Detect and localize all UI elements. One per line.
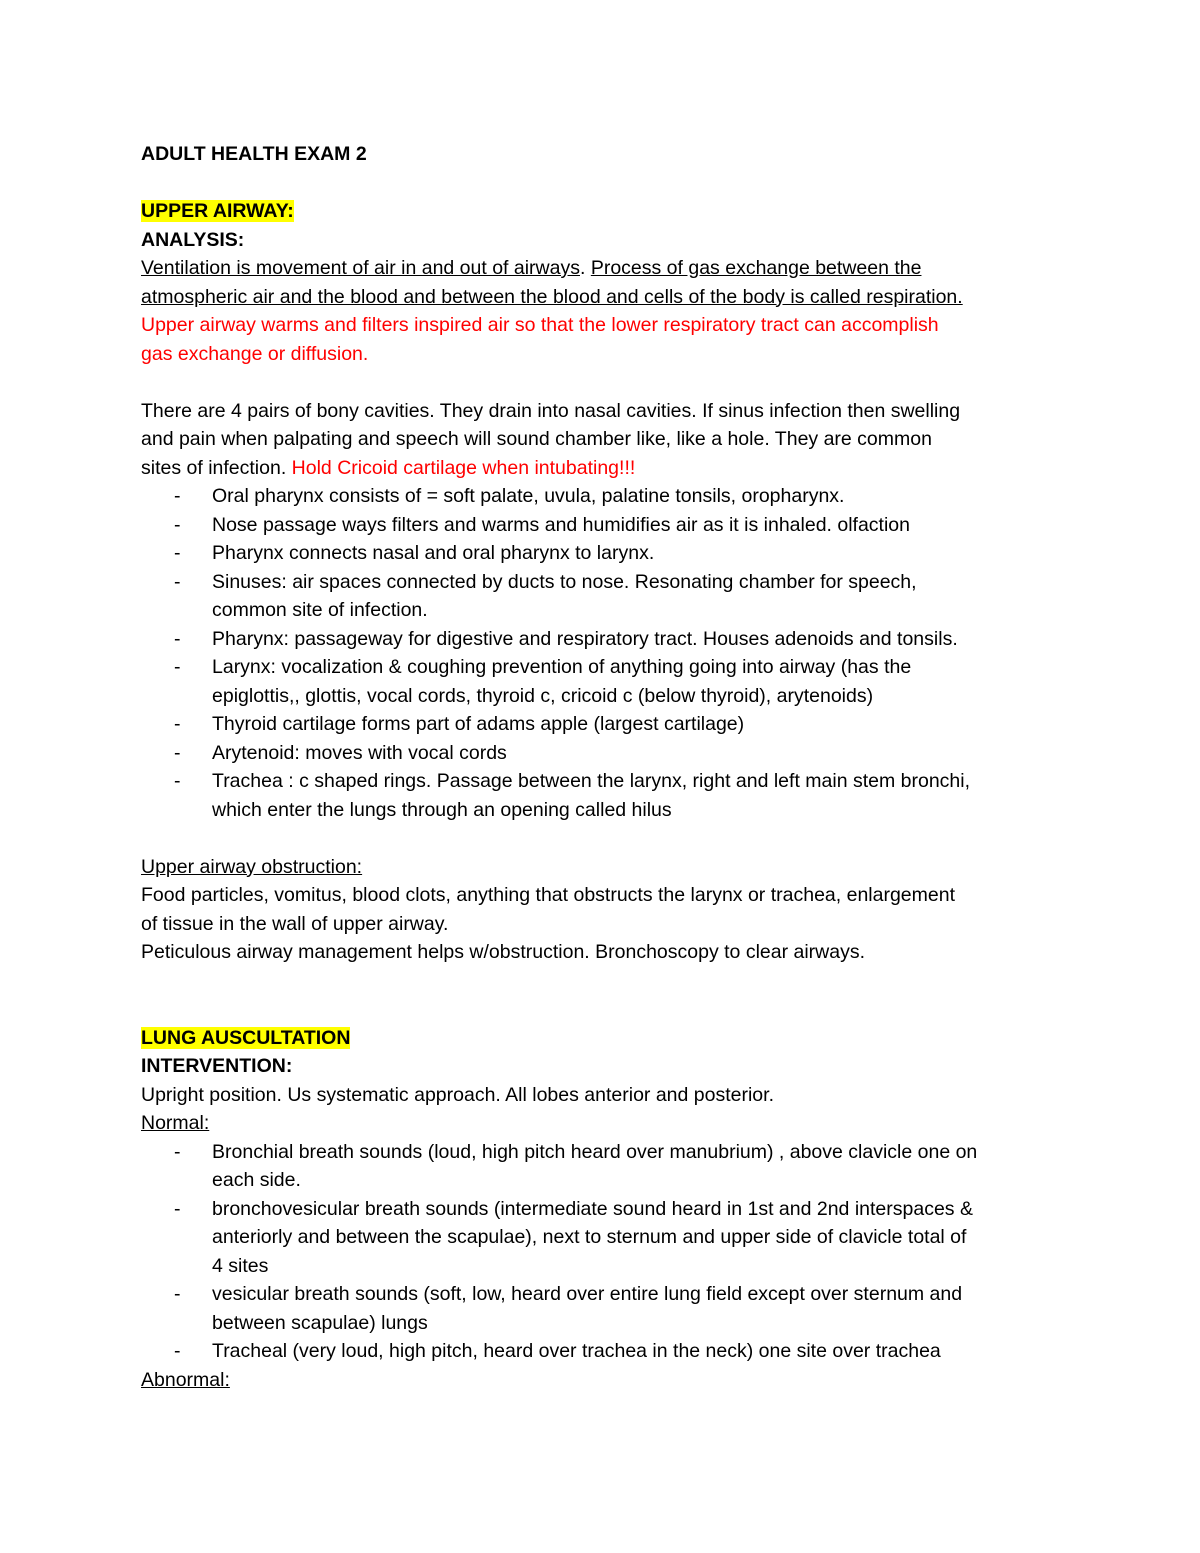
paragraph-line-1: There are 4 pairs of bony cavities. They drain into nasal cavities. If sinus infection then swelling [141, 399, 961, 422]
list-item [141, 539, 1071, 568]
list-item [141, 1138, 1071, 1195]
abnormal-label: Abnormal: [141, 1368, 230, 1391]
list-item [141, 1280, 1071, 1337]
list-item-text: Tracheal (very loud, high pitch, heard over trachea in the neck) one site over trachea [212, 1340, 941, 1362]
list-item-text: Arytenoid: moves with vocal cords [212, 741, 507, 764]
list-item-text: Pharynx: passageway for digestive and respiratory tract. Houses adenoids and tonsils. [212, 627, 958, 650]
paragraph-line-3: sites of infection. Hold Cricoid cartilage when intubating!!! [141, 456, 636, 479]
definition-line-1: Ventilation is movement of air in and out of airways. Process of gas exchange between the [141, 257, 922, 279]
list-item [141, 511, 1071, 540]
dash-bullet: - [174, 713, 181, 735]
list-item-text: which enter the lungs through an opening called hilus [212, 798, 672, 821]
list-item [141, 653, 1071, 710]
dash-bullet: - [174, 741, 181, 764]
list-item-text: common site of infection. [212, 599, 428, 621]
paragraph-line-2: and pain when palpating and speech will sound chamber like, like a hole. They are common [141, 428, 932, 450]
list-item-text: Bronchial breath sounds (loud, high pitch heard over manubrium) , above clavicle one on [212, 1140, 978, 1163]
analysis-label: ANALYSIS: [141, 228, 245, 251]
dash-bullet: - [174, 1340, 181, 1362]
red-note-line-2: gas exchange or diffusion. [141, 342, 369, 365]
list-item-text: Trachea : c shaped rings. Passage between the larynx, right and left main stem bronchi, [212, 770, 971, 792]
list-item-text: each side. [212, 1169, 301, 1191]
dash-bullet: - [174, 627, 181, 650]
dash-bullet: - [174, 770, 181, 792]
list-item-text: vesicular breath sounds (soft, low, heard over entire lung field except over sternum and [212, 1283, 963, 1305]
intervention-intro: Upright position. Us systematic approach. All lobes anterior and posterior. [141, 1083, 774, 1106]
obstruction-line-3: Peticulous airway management helps w/obstruction. Bronchoscopy to clear airways. [141, 941, 866, 963]
list-item-text: between scapulae) lungs [212, 1311, 428, 1334]
list-item [141, 739, 1071, 768]
lung-auscultation-list [141, 1138, 1071, 1366]
document-title: ADULT HEALTH EXAM 2 [141, 143, 367, 165]
dash-bullet: - [174, 485, 181, 507]
list-item [141, 1195, 1071, 1281]
list-item [141, 767, 1071, 824]
obstruction-line-1: Food particles, vomitus, blood clots, anything that obstructs the larynx or trachea, enlargement [141, 884, 956, 906]
lung-auscultation-heading: LUNG AUSCULTATION [141, 1026, 351, 1049]
dash-bullet: - [174, 513, 181, 536]
list-item-text: 4 sites [212, 1254, 269, 1277]
list-item-text: Nose passage ways filters and warms and humidifies air as it is inhaled. olfaction [212, 513, 911, 536]
intervention-label: INTERVENTION: [141, 1055, 293, 1077]
upper-airway-heading: UPPER AIRWAY: [141, 200, 294, 222]
dash-bullet: - [174, 1283, 181, 1305]
definition-line-2: atmospheric air and the blood and between the blood and cells of the body is called respiration. [141, 285, 963, 308]
cricoid-warning: Hold Cricoid cartilage when intubating!!! [291, 456, 636, 479]
upper-airway-list [141, 482, 1071, 824]
document-content [141, 140, 1071, 1394]
red-note-line-1: Upper airway warms and filters inspired air so that the lower respiratory tract can accomplish [141, 314, 939, 336]
list-item-text: Oral pharynx consists of = soft palate, uvula, palatine tonsils, oropharynx. [212, 485, 845, 507]
obstruction-line-2: of tissue in the wall of upper airway. [141, 912, 449, 935]
list-item [141, 625, 1071, 654]
list-item-text: Pharynx connects nasal and oral pharynx to larynx. [212, 542, 655, 564]
list-item [141, 710, 1071, 739]
dash-bullet: - [174, 542, 181, 564]
list-item-text: bronchovesicular breath sounds (intermediate sound heard in 1st and 2nd interspaces & [212, 1197, 973, 1220]
list-item [141, 482, 1071, 511]
dash-bullet: - [174, 656, 181, 678]
dash-bullet: - [174, 1197, 181, 1220]
list-item-text: Sinuses: air spaces connected by ducts to nose. Resonating chamber for speech, [212, 570, 917, 593]
list-item [141, 568, 1071, 625]
list-item-text: Larynx: vocalization & coughing prevention of anything going into airway (has the [212, 656, 912, 678]
list-item-text: epiglottis,, glottis, vocal cords, thyroid c, cricoid c (below thyroid), arytenoids) [212, 684, 874, 707]
obstruction-heading: Upper airway obstruction: [141, 855, 363, 878]
list-item-text: Thyroid cartilage forms part of adams apple (largest cartilage) [212, 713, 745, 735]
list-item [141, 1337, 1071, 1366]
dash-bullet: - [174, 570, 181, 593]
list-item-text: anteriorly and between the scapulae), next to sternum and upper side of clavicle total of [212, 1226, 967, 1248]
normal-label: Normal: [141, 1112, 210, 1134]
dash-bullet: - [174, 1140, 181, 1163]
